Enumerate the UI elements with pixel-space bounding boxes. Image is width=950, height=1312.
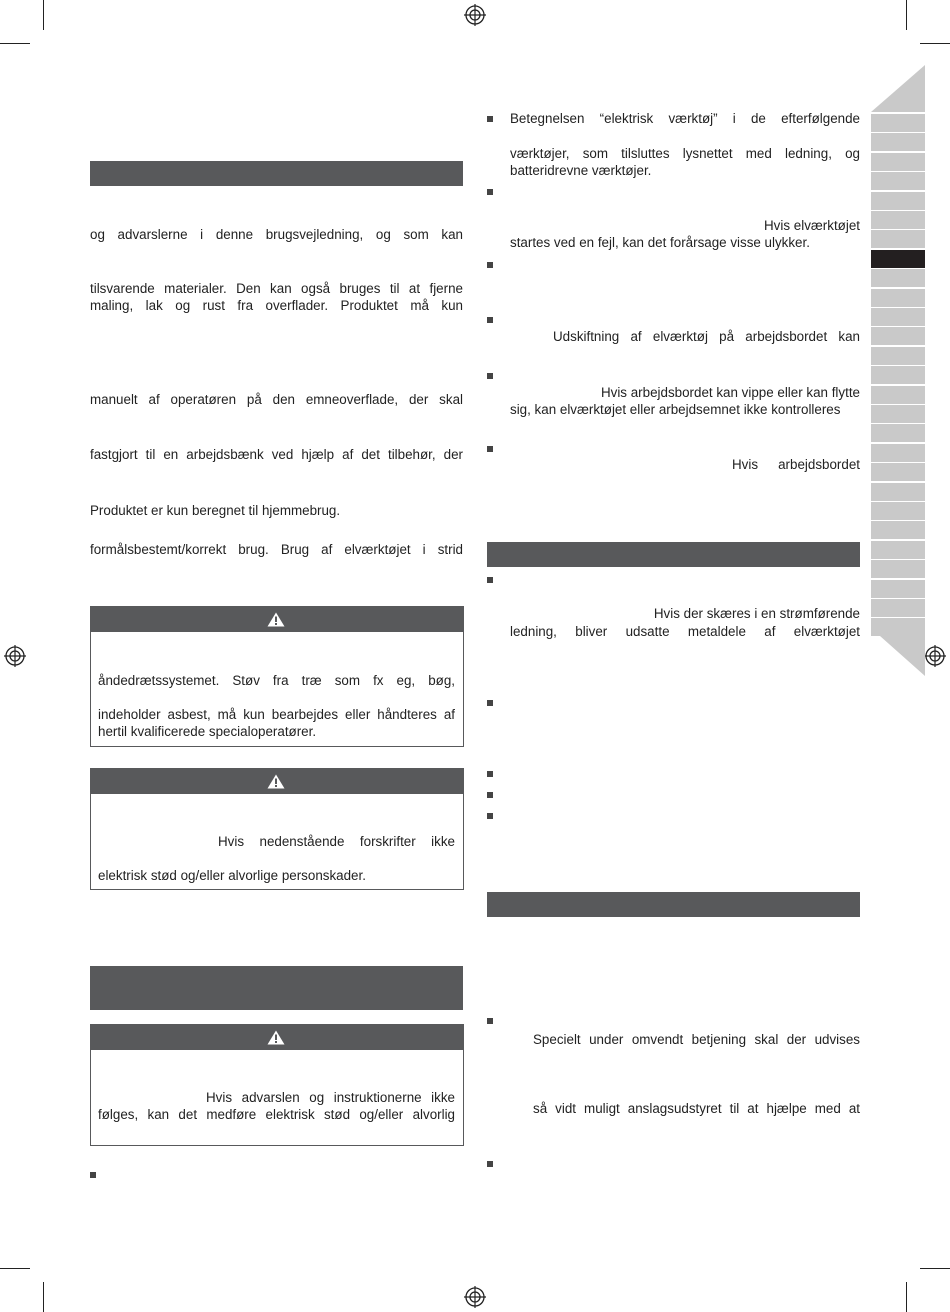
section-header-bar	[487, 542, 860, 567]
list-bullet	[90, 1172, 96, 1178]
crop-mark	[906, 1282, 907, 1312]
warning-text: hertil kvalificerede specialoperatører.	[98, 724, 317, 739]
side-tab	[871, 211, 925, 229]
list-bullet	[487, 317, 493, 323]
side-tab	[871, 133, 925, 151]
warning-box	[90, 1024, 464, 1146]
side-tab	[871, 386, 925, 404]
side-tab-top-triangle	[871, 65, 925, 112]
list-bullet	[487, 577, 493, 583]
warning-box	[90, 606, 464, 747]
warning-text: følges, kan det medføre elektrisk stød og/eller alvorlig	[98, 1107, 455, 1122]
side-tab	[871, 580, 925, 598]
crop-mark	[0, 43, 30, 44]
crop-mark	[906, 0, 907, 30]
warning-box	[90, 768, 464, 890]
registration-mark-icon	[924, 645, 946, 667]
body-text: manuelt af operatøren på den emneoverflade, der skal	[90, 392, 463, 407]
warning-text: Hvis nedenstående forskrifter ikke	[218, 834, 455, 849]
list-item-text: Hvis arbejdsbordet	[732, 457, 860, 472]
warning-text: åndedrætssystemet. Støv fra træ som fx eg, bøg,	[98, 673, 455, 688]
body-text: formålsbestemt/korrekt brug. Brug af elværktøjet i strid	[90, 542, 463, 557]
side-tab	[871, 424, 925, 442]
list-item-text: startes ved en fejl, kan det forårsage visse ulykker.	[510, 235, 810, 250]
list-bullet	[487, 1018, 493, 1024]
section-header-bar	[487, 892, 860, 917]
side-tab	[871, 463, 925, 481]
list-item-text: batteridrevne værktøjer.	[510, 163, 652, 178]
list-item-text: så vidt muligt anslagsudstyret til at hjælpe med at	[533, 1101, 860, 1116]
side-tab	[871, 560, 925, 578]
warning-text: indeholder asbest, må kun bearbejdes eller håndteres af	[98, 707, 455, 722]
warning-text: elektrisk stød og/eller alvorlige personskader.	[98, 868, 366, 883]
side-tab	[871, 599, 925, 617]
warning-triangle-icon	[267, 774, 285, 789]
list-bullet	[487, 771, 493, 777]
warning-triangle-icon	[267, 612, 285, 627]
side-tab	[871, 483, 925, 501]
body-text: fastgjort til en arbejdsbænk ved hjælp af det tilbehør, der	[90, 447, 463, 462]
side-tab	[871, 347, 925, 365]
section-header-bar	[90, 966, 463, 1010]
list-bullet	[487, 700, 493, 706]
list-item-text: Betegnelsen “elektrisk værktøj” i de efterfølgende	[510, 111, 860, 126]
side-tab	[871, 327, 925, 345]
list-item-text: Udskiftning af elværktøj på arbejdsbordet kan	[553, 329, 860, 344]
list-item-text: Hvis der skæres i en strømførende	[653, 606, 860, 621]
list-bullet	[487, 1161, 493, 1167]
list-item-text: Specielt under omvendt betjening skal der udvises	[533, 1032, 860, 1047]
body-text: Produktet er kun beregnet til hjemmebrug.	[90, 503, 341, 518]
warning-box-header	[91, 607, 463, 632]
crop-mark	[0, 1268, 30, 1269]
side-tab	[871, 366, 925, 384]
side-tab	[871, 444, 925, 462]
side-tab	[871, 192, 925, 210]
side-tab	[871, 289, 925, 307]
side-tab	[871, 502, 925, 520]
body-text: og advarslerne i denne brugsvejledning, og som kan	[90, 227, 463, 242]
warning-triangle-icon	[267, 1030, 285, 1045]
registration-mark-icon	[4, 645, 26, 667]
side-tab-bottom-triangle	[871, 628, 925, 676]
warning-box-header	[91, 769, 463, 794]
crop-mark	[43, 0, 44, 30]
registration-mark-icon	[464, 1286, 486, 1308]
list-bullet	[487, 262, 493, 268]
side-tab	[871, 308, 925, 326]
list-bullet	[487, 189, 493, 195]
list-item-text: ledning, bliver udsatte metaldele af elværktøjet	[510, 624, 860, 639]
list-bullet	[487, 813, 493, 819]
side-tab	[871, 521, 925, 539]
side-tab	[871, 405, 925, 423]
side-tab	[871, 153, 925, 171]
list-item-text: Hvis arbejdsbordet kan vippe eller kan flytte	[600, 385, 860, 400]
section-header-bar	[90, 161, 463, 186]
side-tab	[871, 269, 925, 287]
crop-mark	[43, 1282, 44, 1312]
list-bullet	[487, 446, 493, 452]
side-tab-active	[871, 250, 925, 268]
list-bullet	[487, 792, 493, 798]
body-text: tilsvarende materialer. Den kan også bruges til at fjerne	[90, 281, 463, 296]
side-tab	[871, 230, 925, 248]
warning-text: Hvis advarslen og instruktionerne ikke	[206, 1090, 455, 1105]
registration-mark-icon	[464, 4, 486, 26]
side-tab	[871, 172, 925, 190]
side-tab	[871, 114, 925, 132]
list-bullet	[487, 116, 493, 122]
list-item-text: værktøjer, som tilsluttes lysnettet med ledning, og	[510, 146, 860, 161]
list-item-text: sig, kan elværktøjet eller arbejdsemnet ikke kontrolleres	[510, 402, 841, 417]
side-tab	[871, 541, 925, 559]
warning-box-header	[91, 1025, 463, 1050]
list-bullet	[487, 373, 493, 379]
body-text: maling, lak og rust fra overflader. Produktet må kun	[90, 298, 463, 313]
crop-mark	[920, 1268, 950, 1269]
list-item-text: Hvis elværktøjet	[764, 218, 860, 233]
crop-mark	[920, 43, 950, 44]
